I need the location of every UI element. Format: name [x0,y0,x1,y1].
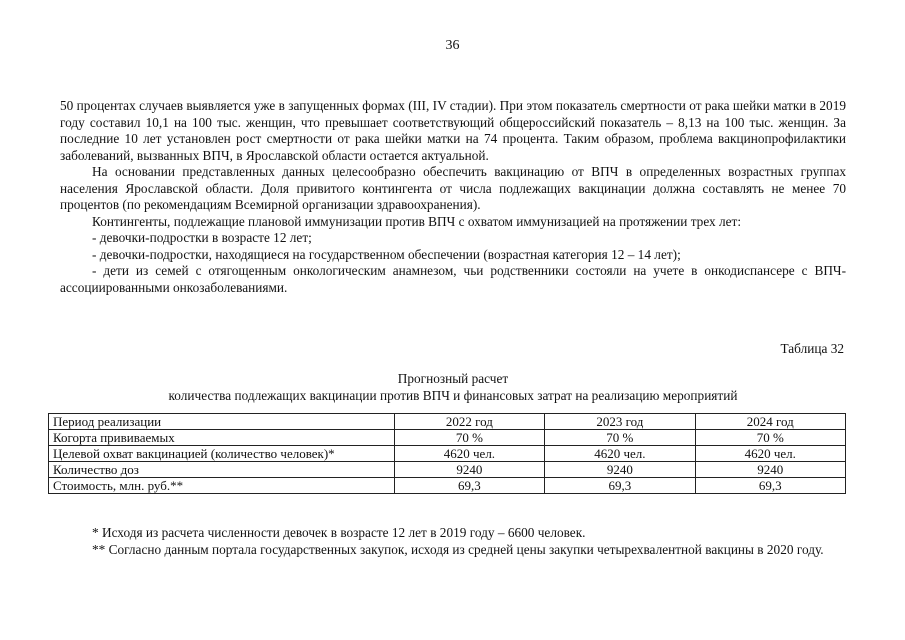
list-item: - дети из семей с отягощенным онкологическим анамнезом, чьи родственники состояли на учете в онкодиспансере с ВПЧ-ассоциированными онкозаболеваниями. [60,263,846,295]
list-item: - девочки-подростки в возрасте 12 лет; [92,230,312,245]
table-cell: 69,3 [545,478,695,494]
table-row [49,414,846,430]
table-cell: 9240 [545,462,695,478]
row-label: Стоимость, млн. руб.** [49,478,395,494]
table-cell: 70 % [545,430,695,446]
footnote: * Исходя из расчета численности девочек в возрасте 12 лет в 2019 году – 6600 человек. [92,525,586,540]
table-cell: 2023 год [545,414,695,430]
table-title [60,370,846,404]
table-caption: Таблица 32 [780,341,844,356]
table-cell: 2022 год [394,414,544,430]
forecast-table [48,413,846,494]
table-cell: 4620 чел. [394,446,544,462]
table-cell: 9240 [695,462,845,478]
footnote: ** Согласно данным портала государственных закупок, исходя из средней цены закупки четырехвалентной вакцины в 2020 году. [92,542,824,557]
table-title-line: количества подлежащих вакцинации против ВПЧ и финансовых затрат на реализацию мероприятий [168,388,738,403]
body-text [60,98,846,296]
table-cell: 4620 чел. [545,446,695,462]
row-label: Количество доз [49,462,395,478]
footnotes [60,524,846,558]
paragraph: На основании представленных данных целесообразно обеспечить вакцинацию от ВПЧ в определенных возрастных группах населения Ярославской области. Доля привитого контингента от числа подлежащих вакцинации должна составлять не менее 70 процентов (по рекомендациям Всемирной организации здравоохранения). [60,164,846,212]
table-row [49,478,846,494]
table-cell: 4620 чел. [695,446,845,462]
paragraph: Контингенты, подлежащие плановой иммунизации против ВПЧ с охватом иммунизацией на протяжении трех лет: [92,213,742,229]
row-label: Целевой охват вакцинацией (количество человек)* [49,446,395,462]
table-cell: 70 % [394,430,544,446]
table-row [49,446,846,462]
table-row [49,430,846,446]
page-number: 36 [445,38,460,53]
table-cell: 70 % [695,430,845,446]
list-item: - девочки-подростки, находящиеся на государственном обеспечении (возрастная категория 12 – 14 лет); [92,246,681,262]
table-cell: 2024 год [695,414,845,430]
table-row [49,462,846,478]
table-cell: 69,3 [695,478,845,494]
table-cell: 9240 [394,462,544,478]
row-label: Когорта прививаемых [49,430,395,446]
table-title-line: Прогнозный расчет [397,371,509,386]
row-label: Период реализации [49,414,395,430]
paragraph: 50 процентах случаев выявляется уже в запущенных формах (III, IV стадии). При этом показатель смертности от рака шейки матки в 2019 году составил 10,1 на 100 тыс. женщин, что превышает соответствующий общероссийский показатель – 8,13 на 100 тыс. женщин. За последние 10 лет установлен рост смертности от рака шейки матки на 74 процента. Таким образом, проблема вакцинопрофилактики заболеваний, вызванных ВПЧ, в Ярославской области остается актуальной. [60,98,846,163]
table-cell: 69,3 [394,478,544,494]
